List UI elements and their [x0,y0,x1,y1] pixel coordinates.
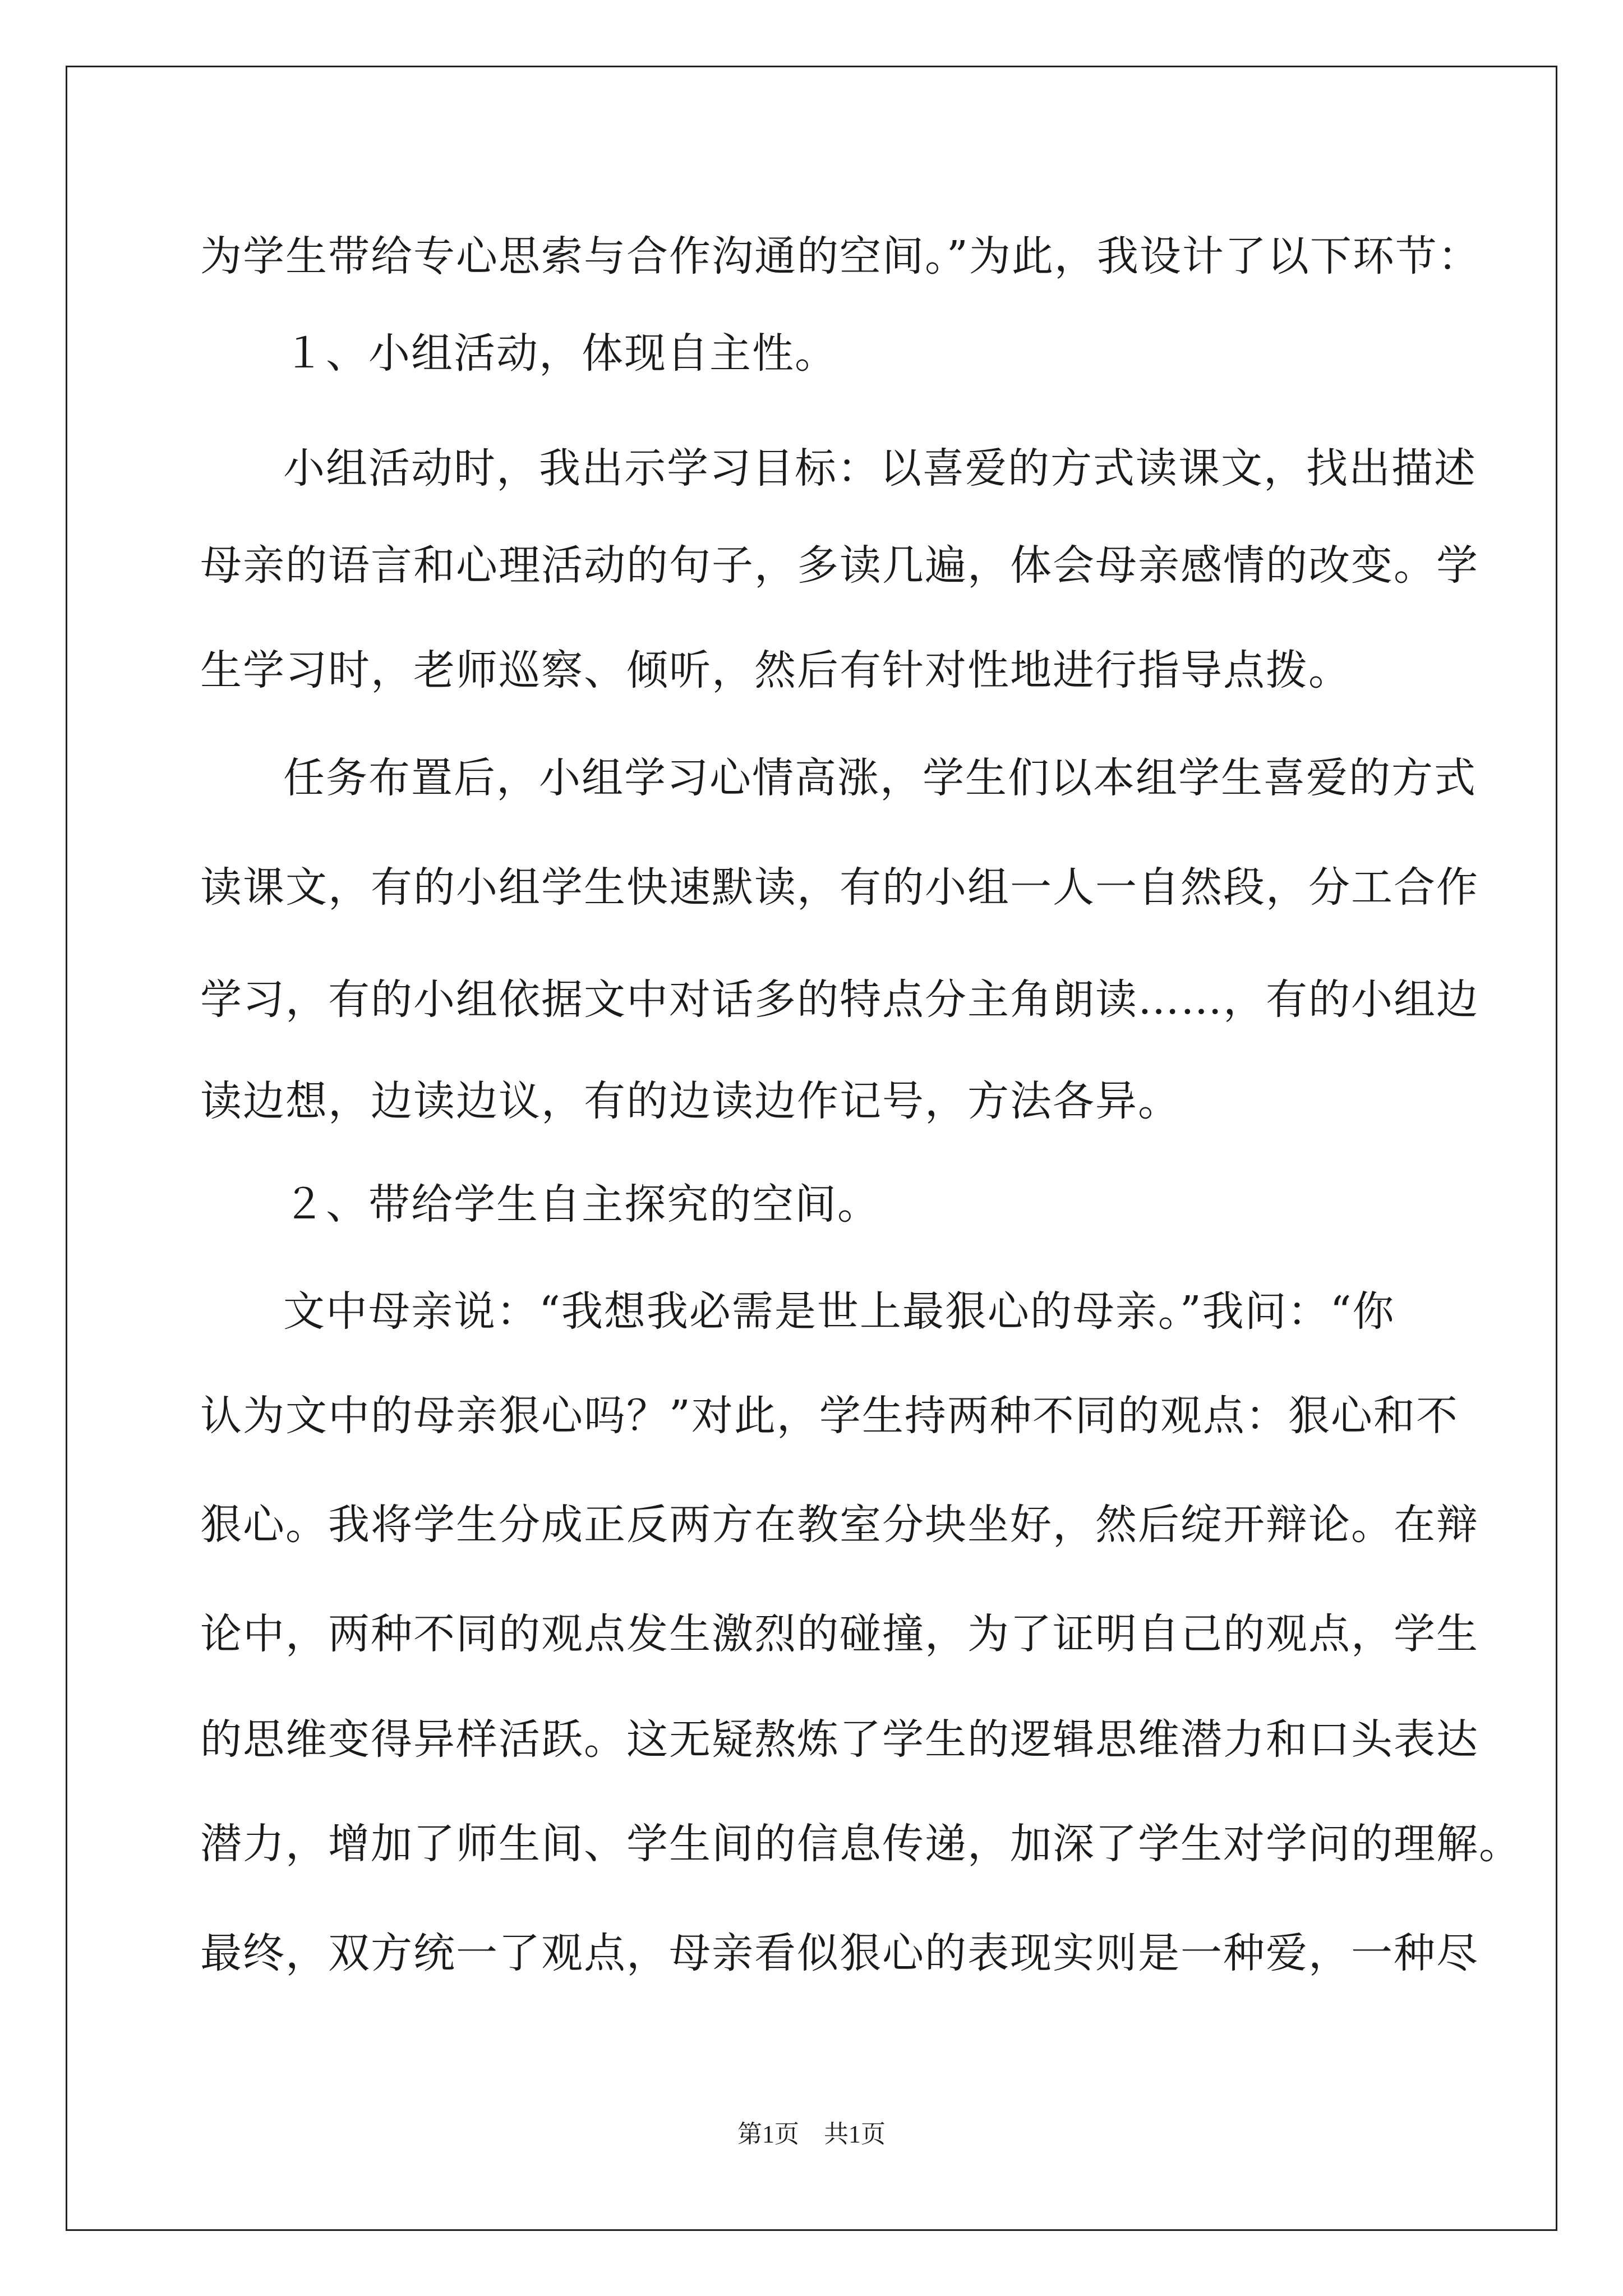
text-line: 小组活动时，我出示学习目标：以喜爱的方式读课文，找出描述 [283,444,1477,493]
text-line: 读课文，有的小组学生快速默读，有的小组一人一自然段，分工合作 [200,863,1479,912]
text-line: 狠心。我将学生分成正反两方在教室分块坐好，然后绽开辩论。在辩 [200,1501,1479,1549]
text-line: 读边想，边读边议，有的边读边作记号，方法各异。 [200,1077,1181,1125]
text-line: ２、带给学生自主探究的空间。 [283,1180,880,1228]
text-line: 最终，双方统一了观点，母亲看似狠心的表现实则是一种爱，一种尽 [200,1929,1479,1977]
text-line: 为学生带给专心思索与合作沟通的空间。”为此，我设计了以下环节： [200,232,1481,280]
text-line: 母亲的语言和心理活动的句子，多读几遍，体会母亲感情的改变。学 [200,541,1479,590]
page-number: 第1页 共1页 [737,2120,886,2148]
text-line: １、小组活动，体现自主性。 [283,329,837,378]
text-line: 生学习时，老师巡察、倾听，然后有针对性地进行指导点拨。 [200,646,1351,694]
text-line: 的思维变得异样活跃。这无疑熬炼了学生的逻辑思维潜力和口头表达 [200,1715,1479,1764]
page-border [66,66,1557,2231]
text-line: 认为文中的母亲狠心吗？”对此，学生持两种不同的观点：狠心和不 [200,1392,1459,1440]
text-line: 任务布置后，小组学习心情高涨，学生们以本组学生喜爱的方式 [283,754,1477,802]
text-line: 文中母亲说：“我想我必需是世上最狠心的母亲。”我问：“你 [283,1287,1395,1336]
text-line: 学习，有的小组依据文中对话多的特点分主角朗读……，有的小组边 [200,976,1479,1024]
text-line: 论中，两种不同的观点发生激烈的碰撞，为了证明自己的观点，学生 [200,1610,1479,1658]
text-line: 潜力，增加了师生间、学生间的信息传递，加深了学生对学问的理解。 [200,1820,1521,1868]
